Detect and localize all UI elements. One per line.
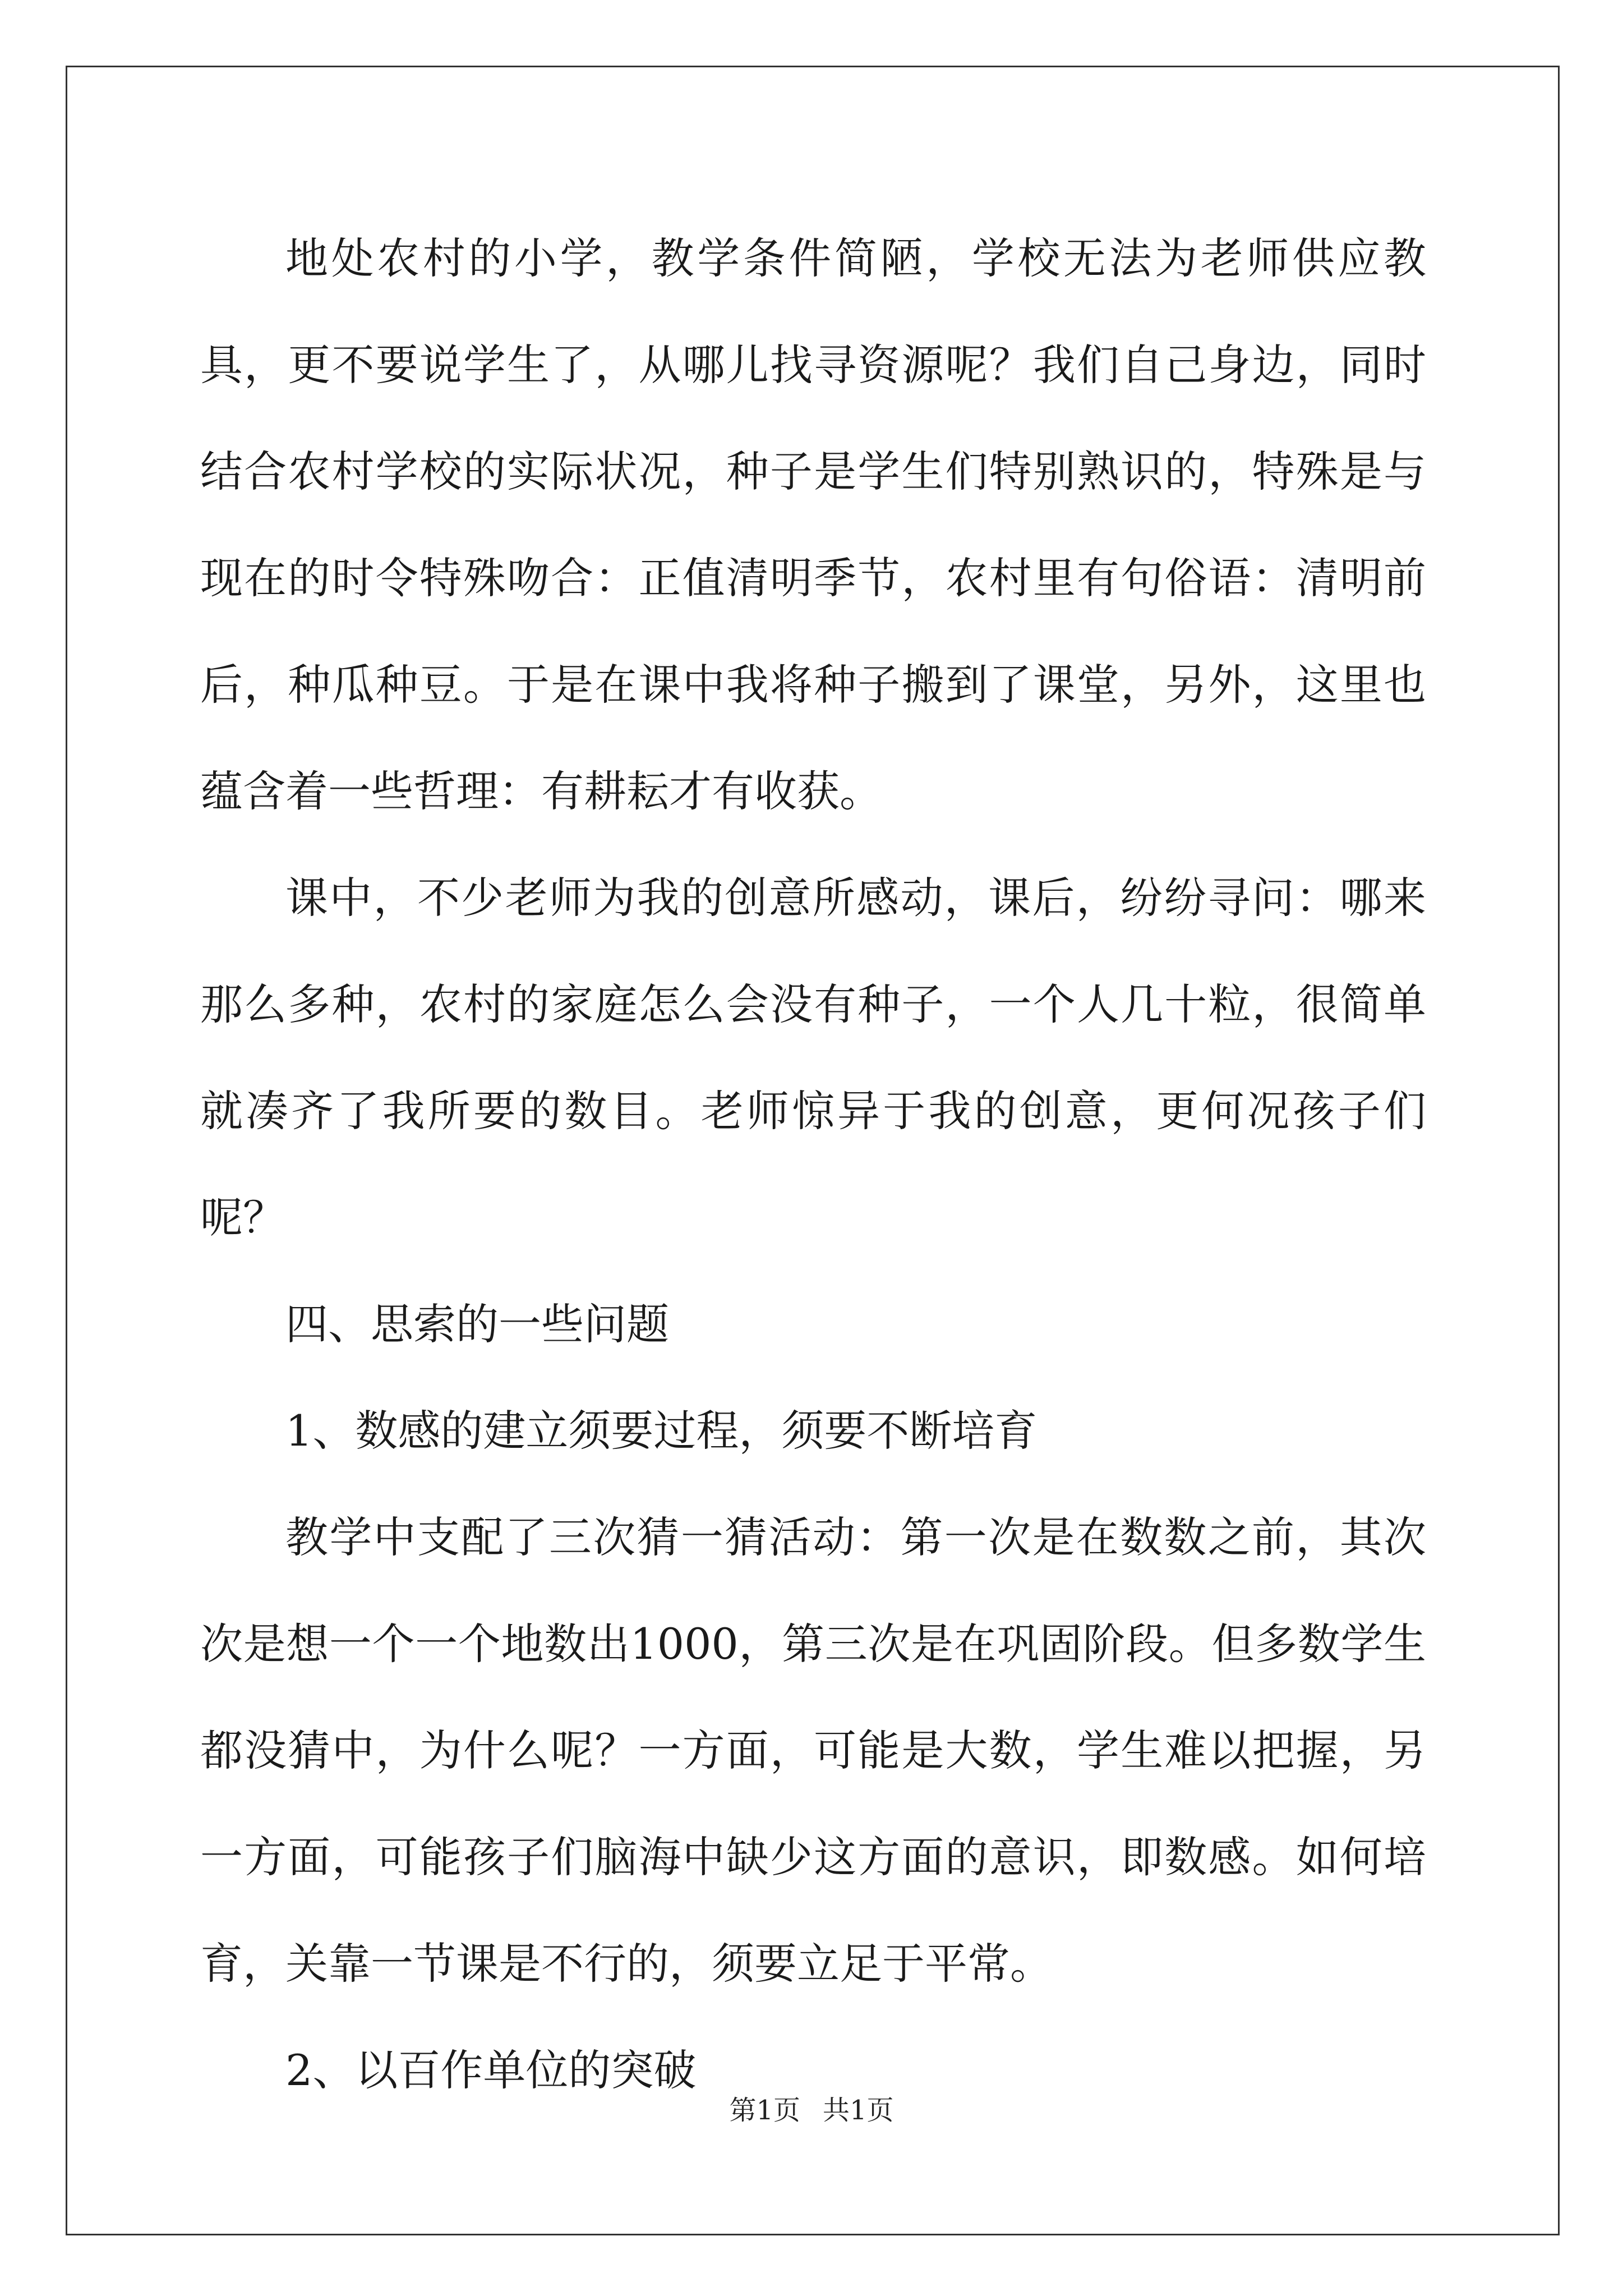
document-body: [200, 205, 1426, 2124]
paragraph-3: 教学中支配了三次猜一猜活动：第一次是在数数之前，其次次是想一个一个地数出1000，第三次是在巩固阶段。但多数学生都没猜中，为什么呢？一方面，可能是大数，学生难以把握，另一方面，可能孩子们脑海中缺少这方面的意识，即数感。如何培育，关靠一节课是不行的，须要立足于平常。: [200, 1512, 1426, 1989]
page-total: 共1页: [823, 2095, 894, 2126]
paragraph-1: 地处农村的小学，教学条件简陋，学校无法为老师供应教具，更不要说学生了，从哪儿找寻资源呢？我们自己身边，同时结合农村学校的实际状况，种子是学生们特别熟识的，特殊是与现在的时令特殊吻合：正值清明季节，农村里有句俗语：清明前后，种瓜种豆。于是在课中我将种子搬到了课堂，另外，这里也蕴含着一些哲理：有耕耘才有收获。: [200, 233, 1426, 816]
page-footer: [0, 2093, 1623, 2127]
page-number: 第1页: [729, 2095, 800, 2126]
subheading-1: 1、数感的建立须要过程，须要不断培育: [285, 1406, 1038, 1456]
section-heading-4: 四、思索的一些问题: [285, 1299, 669, 1349]
subheading-2: 2、以百作单位的突破: [285, 2045, 697, 2095]
paragraph-2: 课中，不少老师为我的创意所感动，课后，纷纷寻问：哪来那么多种，农村的家庭怎么会没有种子，一个人几十粒，很简单就凑齐了我所要的数目。老师惊异于我的创意，更何况孩子们呢？: [200, 873, 1426, 1243]
